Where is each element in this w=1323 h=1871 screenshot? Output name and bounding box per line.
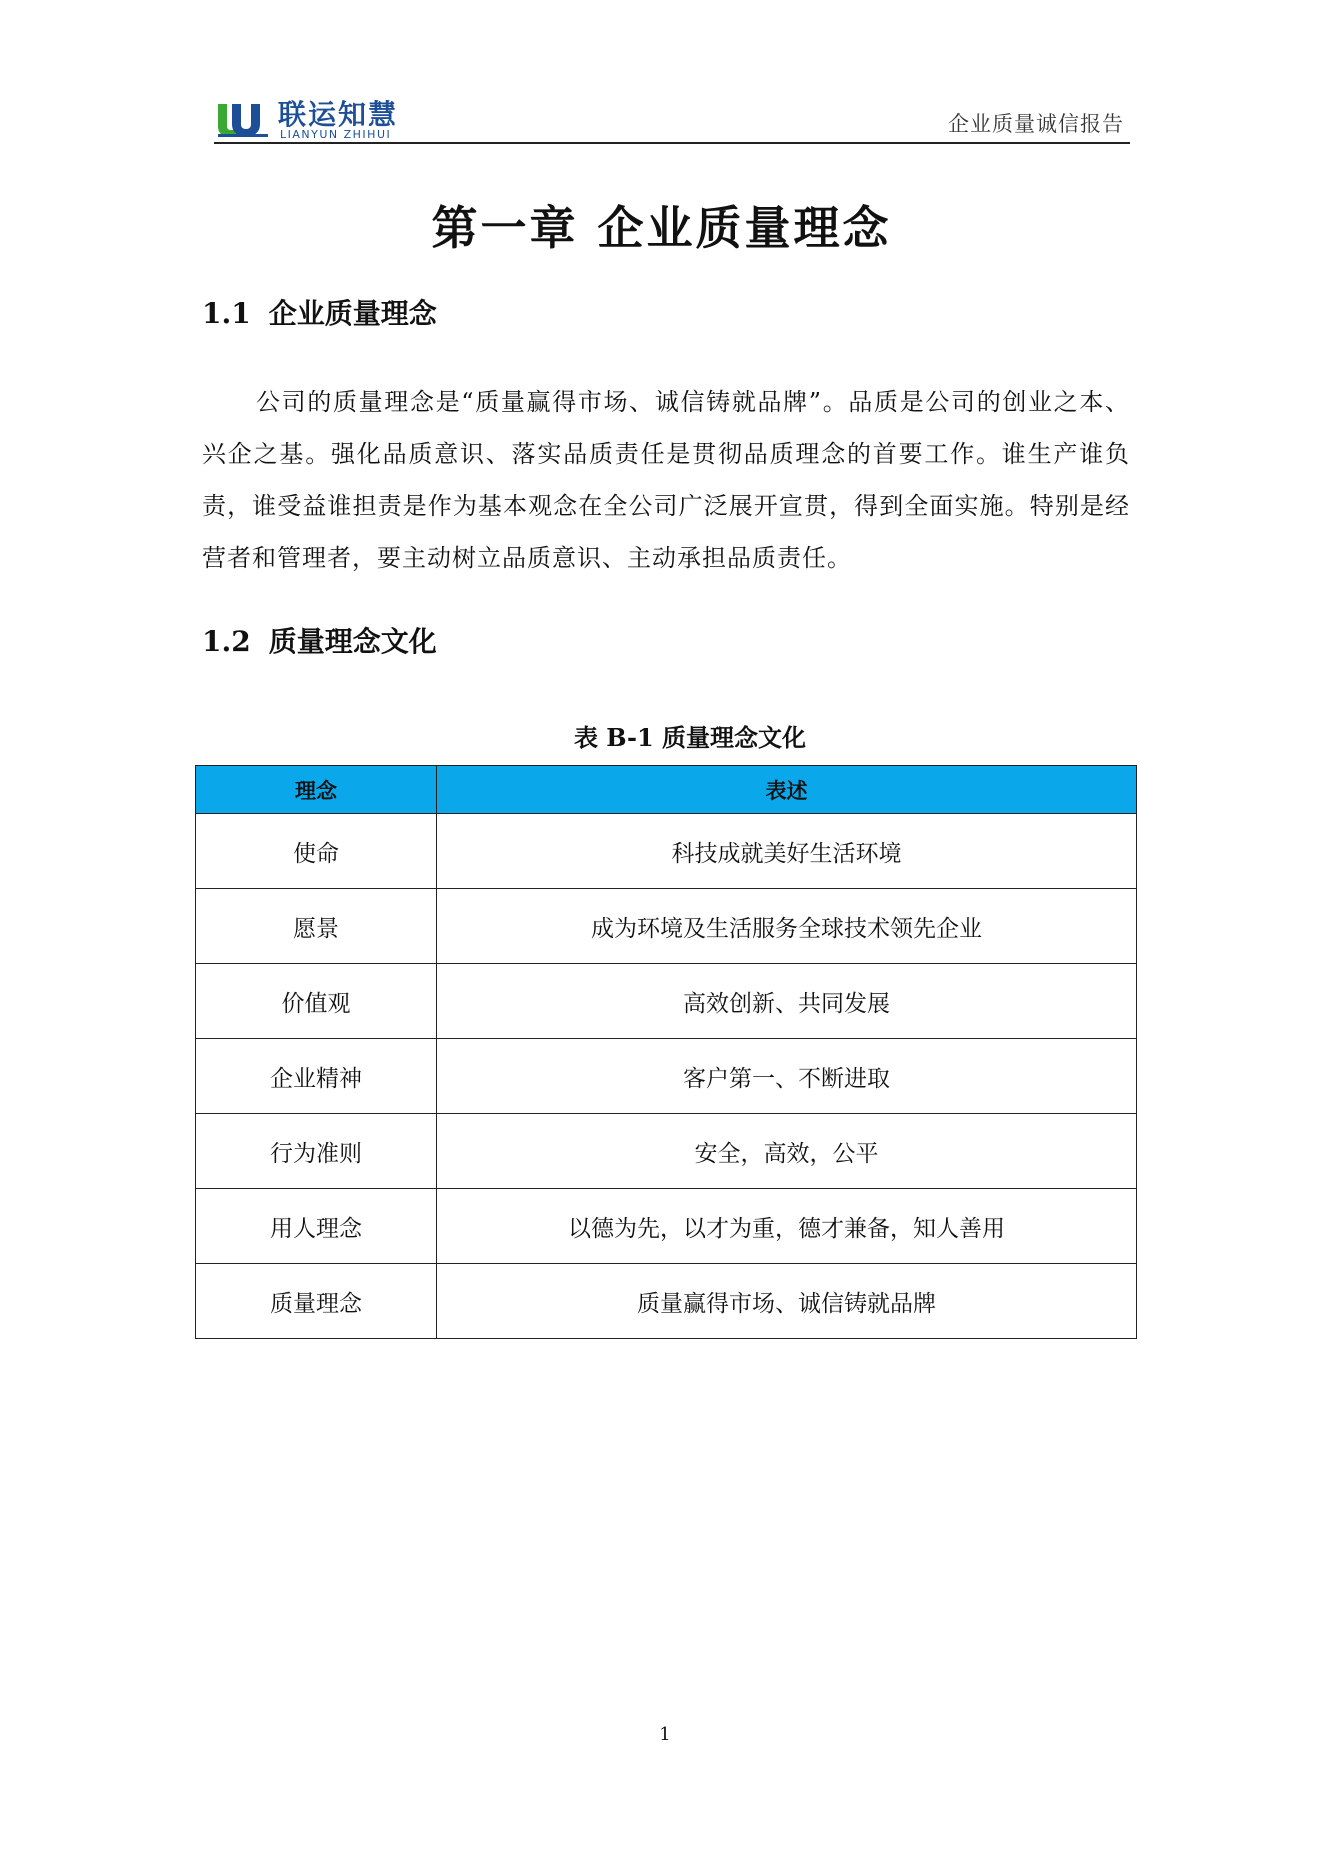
description-cell: 高效创新、共同发展 — [437, 964, 1137, 1039]
description-cell: 科技成就美好生活环境 — [437, 814, 1137, 889]
concept-cell: 用人理念 — [196, 1189, 437, 1264]
concept-cell: 价值观 — [196, 964, 437, 1039]
table-row — [196, 964, 1137, 1039]
logo-chinese-text: 联运知慧 — [278, 98, 399, 131]
concept-cell: 行为准则 — [196, 1114, 437, 1189]
table-header-row — [196, 766, 1137, 814]
quality-concept-paragraph: 公司的质量理念是“质量赢得市场、诚信铸就品牌”。品质是公司的创业之本、兴企之基。强化品质意识、落实品质责任是贯彻品质理念的首要工作。谁生产谁负责，谁受益谁担责是作为基本观念在全公司广泛展开宣贯，得到全面实施。特别是经营者和管理者，要主动树立品质意识、主动承担品质责任。 — [202, 388, 1130, 572]
description-cell: 以德为先，以才为重，德才兼备，知人善用 — [437, 1189, 1137, 1264]
report-title: 企业质量诚信报告 — [948, 112, 1124, 136]
section-title: 企业质量理念 — [268, 297, 437, 330]
description-cell: 质量赢得市场、诚信铸就品牌 — [437, 1264, 1137, 1339]
table-row — [196, 1114, 1137, 1189]
page-number: 1 — [659, 1724, 671, 1745]
chapter-title: 第一章 企业质量理念 — [431, 201, 892, 255]
logo-mark-icon — [216, 102, 270, 138]
concept-cell: 质量理念 — [196, 1264, 437, 1339]
concept-cell: 使命 — [196, 814, 437, 889]
logo-english-text: LIANYUN ZHIHUI — [280, 128, 392, 141]
column-header-concept: 理念 — [196, 766, 437, 814]
description-cell: 安全，高效，公平 — [437, 1114, 1137, 1189]
section-number: 1.2 — [202, 625, 251, 658]
table-caption: 表 B-1 质量理念文化 — [573, 723, 807, 752]
section-heading-1-1 — [202, 292, 437, 332]
table-row — [196, 1264, 1137, 1339]
table-row — [196, 889, 1137, 964]
section-heading-1-2 — [202, 620, 437, 660]
concept-cell: 企业精神 — [196, 1039, 437, 1114]
table-row — [196, 1039, 1137, 1114]
description-cell: 成为环境及生活服务全球技术领先企业 — [437, 889, 1137, 964]
concept-cell: 愿景 — [196, 889, 437, 964]
section-title: 质量理念文化 — [268, 625, 437, 658]
page-header — [214, 96, 1130, 144]
section-number: 1.1 — [202, 297, 251, 330]
table-row — [196, 814, 1137, 889]
column-header-description: 表述 — [437, 766, 1137, 814]
description-cell: 客户第一、不断进取 — [437, 1039, 1137, 1114]
table-row — [196, 1189, 1137, 1264]
quality-culture-table — [195, 765, 1137, 1339]
company-logo — [216, 100, 436, 140]
